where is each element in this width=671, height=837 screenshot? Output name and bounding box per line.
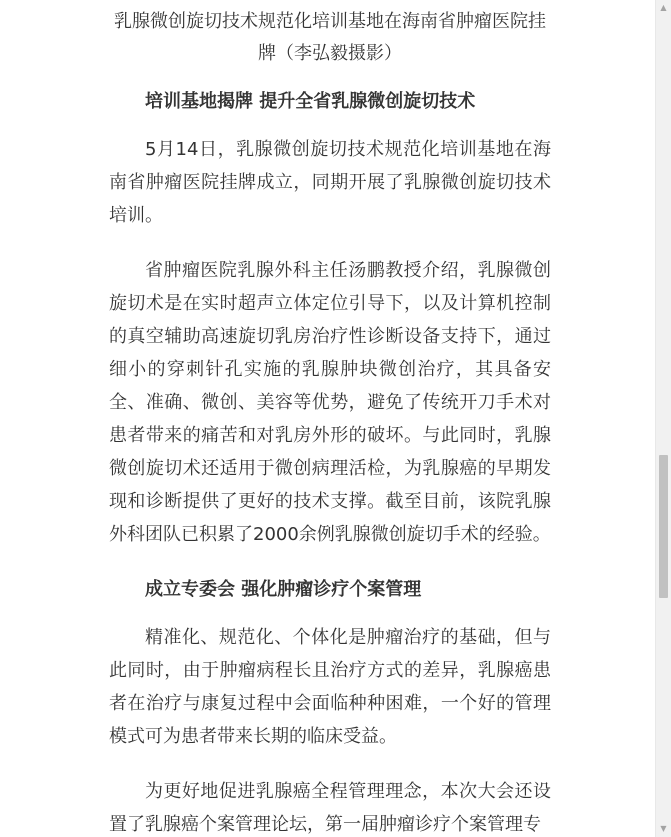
paragraph-minimally-invasive-technique: 省肿瘤医院乳腺外科主任汤鹏教授介绍，乳腺微创旋切术是在实时超声立体定位引导下，以及计算机控制的真空辅助高速旋切乳房治疗性诊断设备支持下，通过细小的穿刺针孔实施的乳腺肿块微创治疗，其具备安全、准确、微创、美容等优势，避免了传统开刀手术对患者带来的痛苦和对乳房外形的破坏。与此同时，乳腺微创旋切术还适用于微创病理活检，为乳腺癌的早期发现和诊断提供了更好的技术支撑。截至目前，该院乳腺外科团队已积累了2000余例乳腺微创旋切手术的经验。 [109,260,551,545]
paragraph-precision-treatment: 精准化、规范化、个体化是肿瘤治疗的基础，但与此同时，由于肿瘤病程长且治疗方式的差异，乳腺癌患者在治疗与康复过程中会面临种种困难，一个好的管理模式可为患者带来长期的临床受益。 [109,627,551,747]
paragraph-training-base-intro: 5月14日，乳腺微创旋切技术规范化培训基地在海南省肿瘤医院挂牌成立，同期开展了乳腺微创旋切技术培训。 [109,139,551,226]
paragraph-case-management-forum: 为更好地促进乳腺癌全程管理理念，本次大会还设置了乳腺癌个案管理论坛，第一届肿瘤诊疗个案管理专 [109,781,551,835]
scrollbar-thumb[interactable] [659,455,668,598]
triangle-down-icon[interactable]: ▼ [660,824,667,833]
image-caption: 乳腺微创旋切技术规范化培训基地在海南省肿瘤医院挂牌（李弘毅摄影） [114,11,546,64]
article-body [109,6,551,837]
triangle-up-icon[interactable]: ▲ [660,3,667,12]
vertical-scrollbar[interactable] [655,0,671,837]
section-heading-training-base: 培训基地揭牌 提升全省乳腺微创旋切技术 [145,91,476,112]
section-heading-case-management: 成立专委会 强化肿瘤诊疗个案管理 [145,579,422,600]
